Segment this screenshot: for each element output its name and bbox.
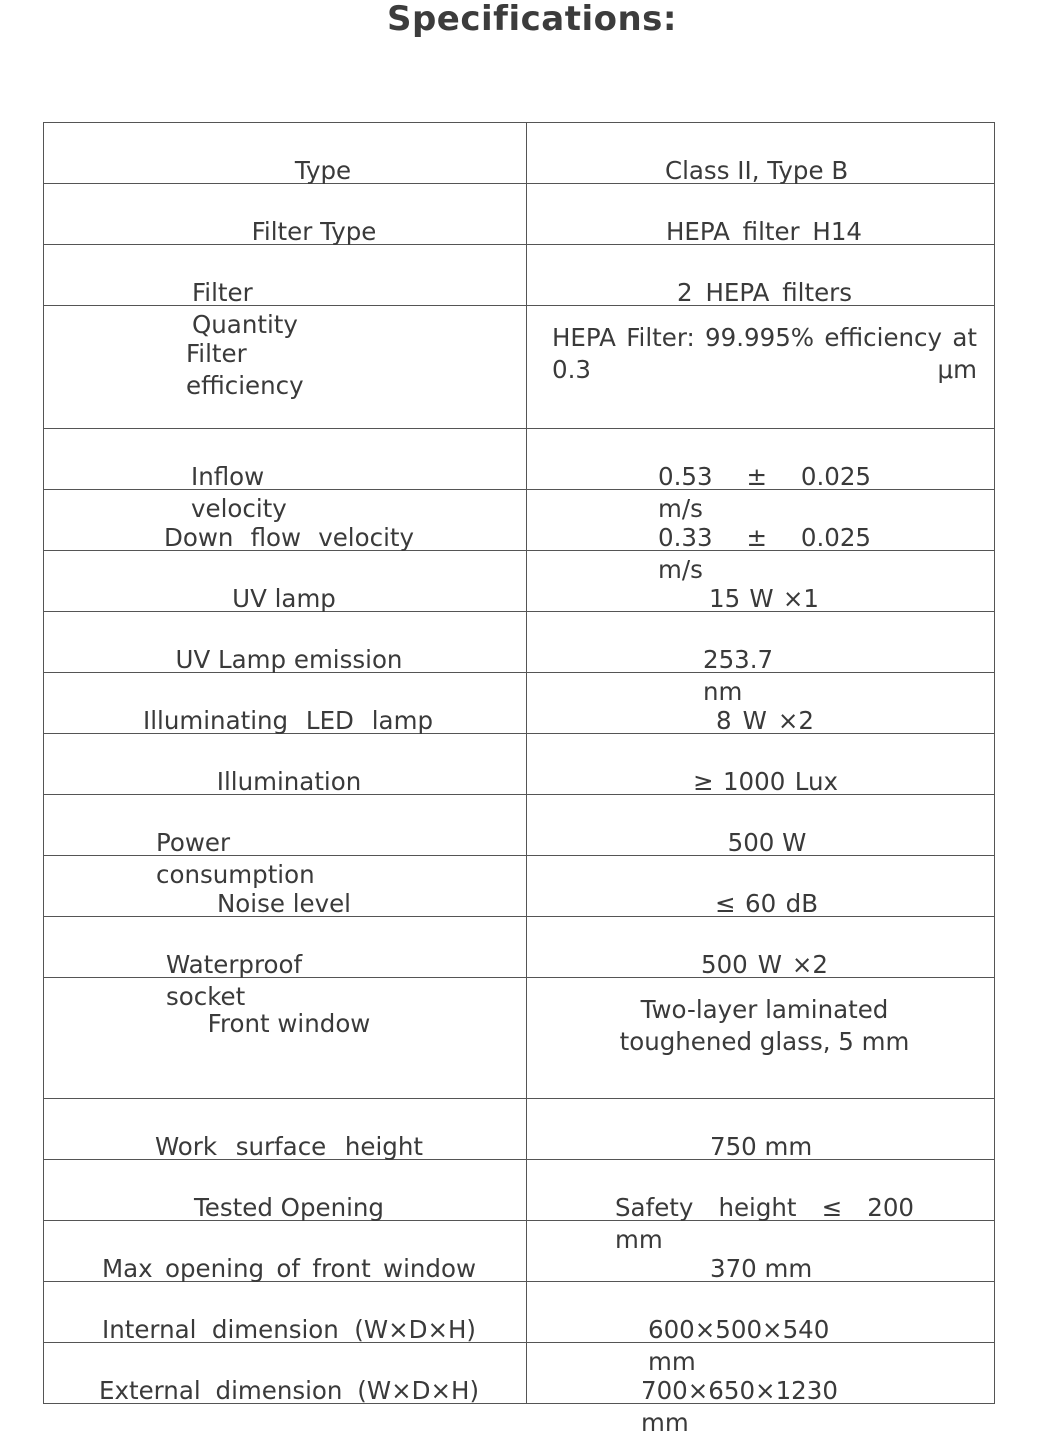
table-row — [44, 429, 995, 490]
spec-label: Down flow velocity — [164, 523, 414, 552]
table-row — [44, 123, 995, 184]
table-row — [44, 612, 995, 673]
spec-value-cell — [527, 429, 995, 523]
spec-value: 370 mm — [710, 1254, 813, 1283]
spec-label-cell — [44, 978, 527, 1099]
table-row — [44, 1099, 995, 1160]
spec-label: Illuminating LED lamp — [143, 706, 433, 735]
spec-value: 500 W — [727, 828, 807, 857]
spec-label-cell — [44, 123, 527, 184]
spec-value: Safety height ≤ 200 mm — [615, 1193, 914, 1254]
specifications-table — [43, 122, 995, 1437]
spec-label: Front window — [207, 1009, 371, 1038]
spec-label: Inflow velocity — [191, 462, 287, 523]
spec-label: Illumination — [216, 767, 362, 796]
table-row — [44, 795, 995, 856]
spec-label: Internal dimension (W×D×H) — [102, 1315, 476, 1344]
spec-label: Filter efficiency — [186, 339, 304, 400]
spec-label: Tested Opening — [194, 1193, 384, 1222]
spec-label: Noise level — [216, 889, 351, 918]
spec-value: 2 HEPA filters — [677, 278, 852, 307]
spec-value: 700×650×1230 mm — [641, 1376, 838, 1437]
spec-value: 600×500×540 mm — [648, 1315, 830, 1376]
spec-value: 253.7 nm — [703, 645, 774, 706]
spec-value-cell — [527, 123, 995, 184]
spec-value: 500 W ×2 — [701, 950, 828, 979]
spec-value: Class II, Type B — [665, 156, 849, 185]
spec-label: Filter Type — [251, 217, 377, 246]
table-row — [44, 917, 995, 978]
spec-label: External dimension (W×D×H) — [99, 1376, 479, 1405]
spec-label: Max opening of front window — [102, 1254, 476, 1283]
spec-value-cell — [527, 1099, 995, 1160]
spec-value: HEPA filter H14 — [666, 217, 862, 246]
spec-value: 0.53 ± 0.025 m/s — [658, 462, 871, 523]
spec-value: HEPA Filter: 99.995% efficiency at 0.3 μm — [552, 323, 977, 384]
spec-value: 0.33 ± 0.025 m/s — [658, 523, 871, 584]
page-title: Specifications: — [386, 0, 678, 39]
spec-value: 750 mm — [710, 1132, 813, 1161]
spec-value: 8 W ×2 — [716, 706, 814, 735]
spec-label: UV lamp — [232, 584, 336, 613]
spec-label: Power consumption — [156, 828, 315, 889]
spec-label-cell — [44, 429, 527, 523]
spec-value: ≥ 1000 Lux — [693, 767, 838, 796]
table-row — [44, 306, 995, 429]
spec-value-cell — [527, 978, 995, 1099]
spec-label: Filter Quantity — [192, 278, 298, 339]
spec-label: Work surface height — [155, 1132, 423, 1161]
spec-label-cell — [44, 1099, 527, 1160]
spec-value: ≤ 60 dB — [715, 889, 818, 918]
spec-value: Two-layer laminated toughened glass, 5 mm — [619, 995, 910, 1056]
spec-label: UV Lamp emission — [175, 645, 403, 674]
spec-value: 15 W ×1 — [709, 584, 819, 613]
spec-label: Waterproof socket — [166, 950, 303, 1011]
spec-label: Type — [294, 156, 352, 185]
spec-value-cell — [527, 306, 995, 429]
